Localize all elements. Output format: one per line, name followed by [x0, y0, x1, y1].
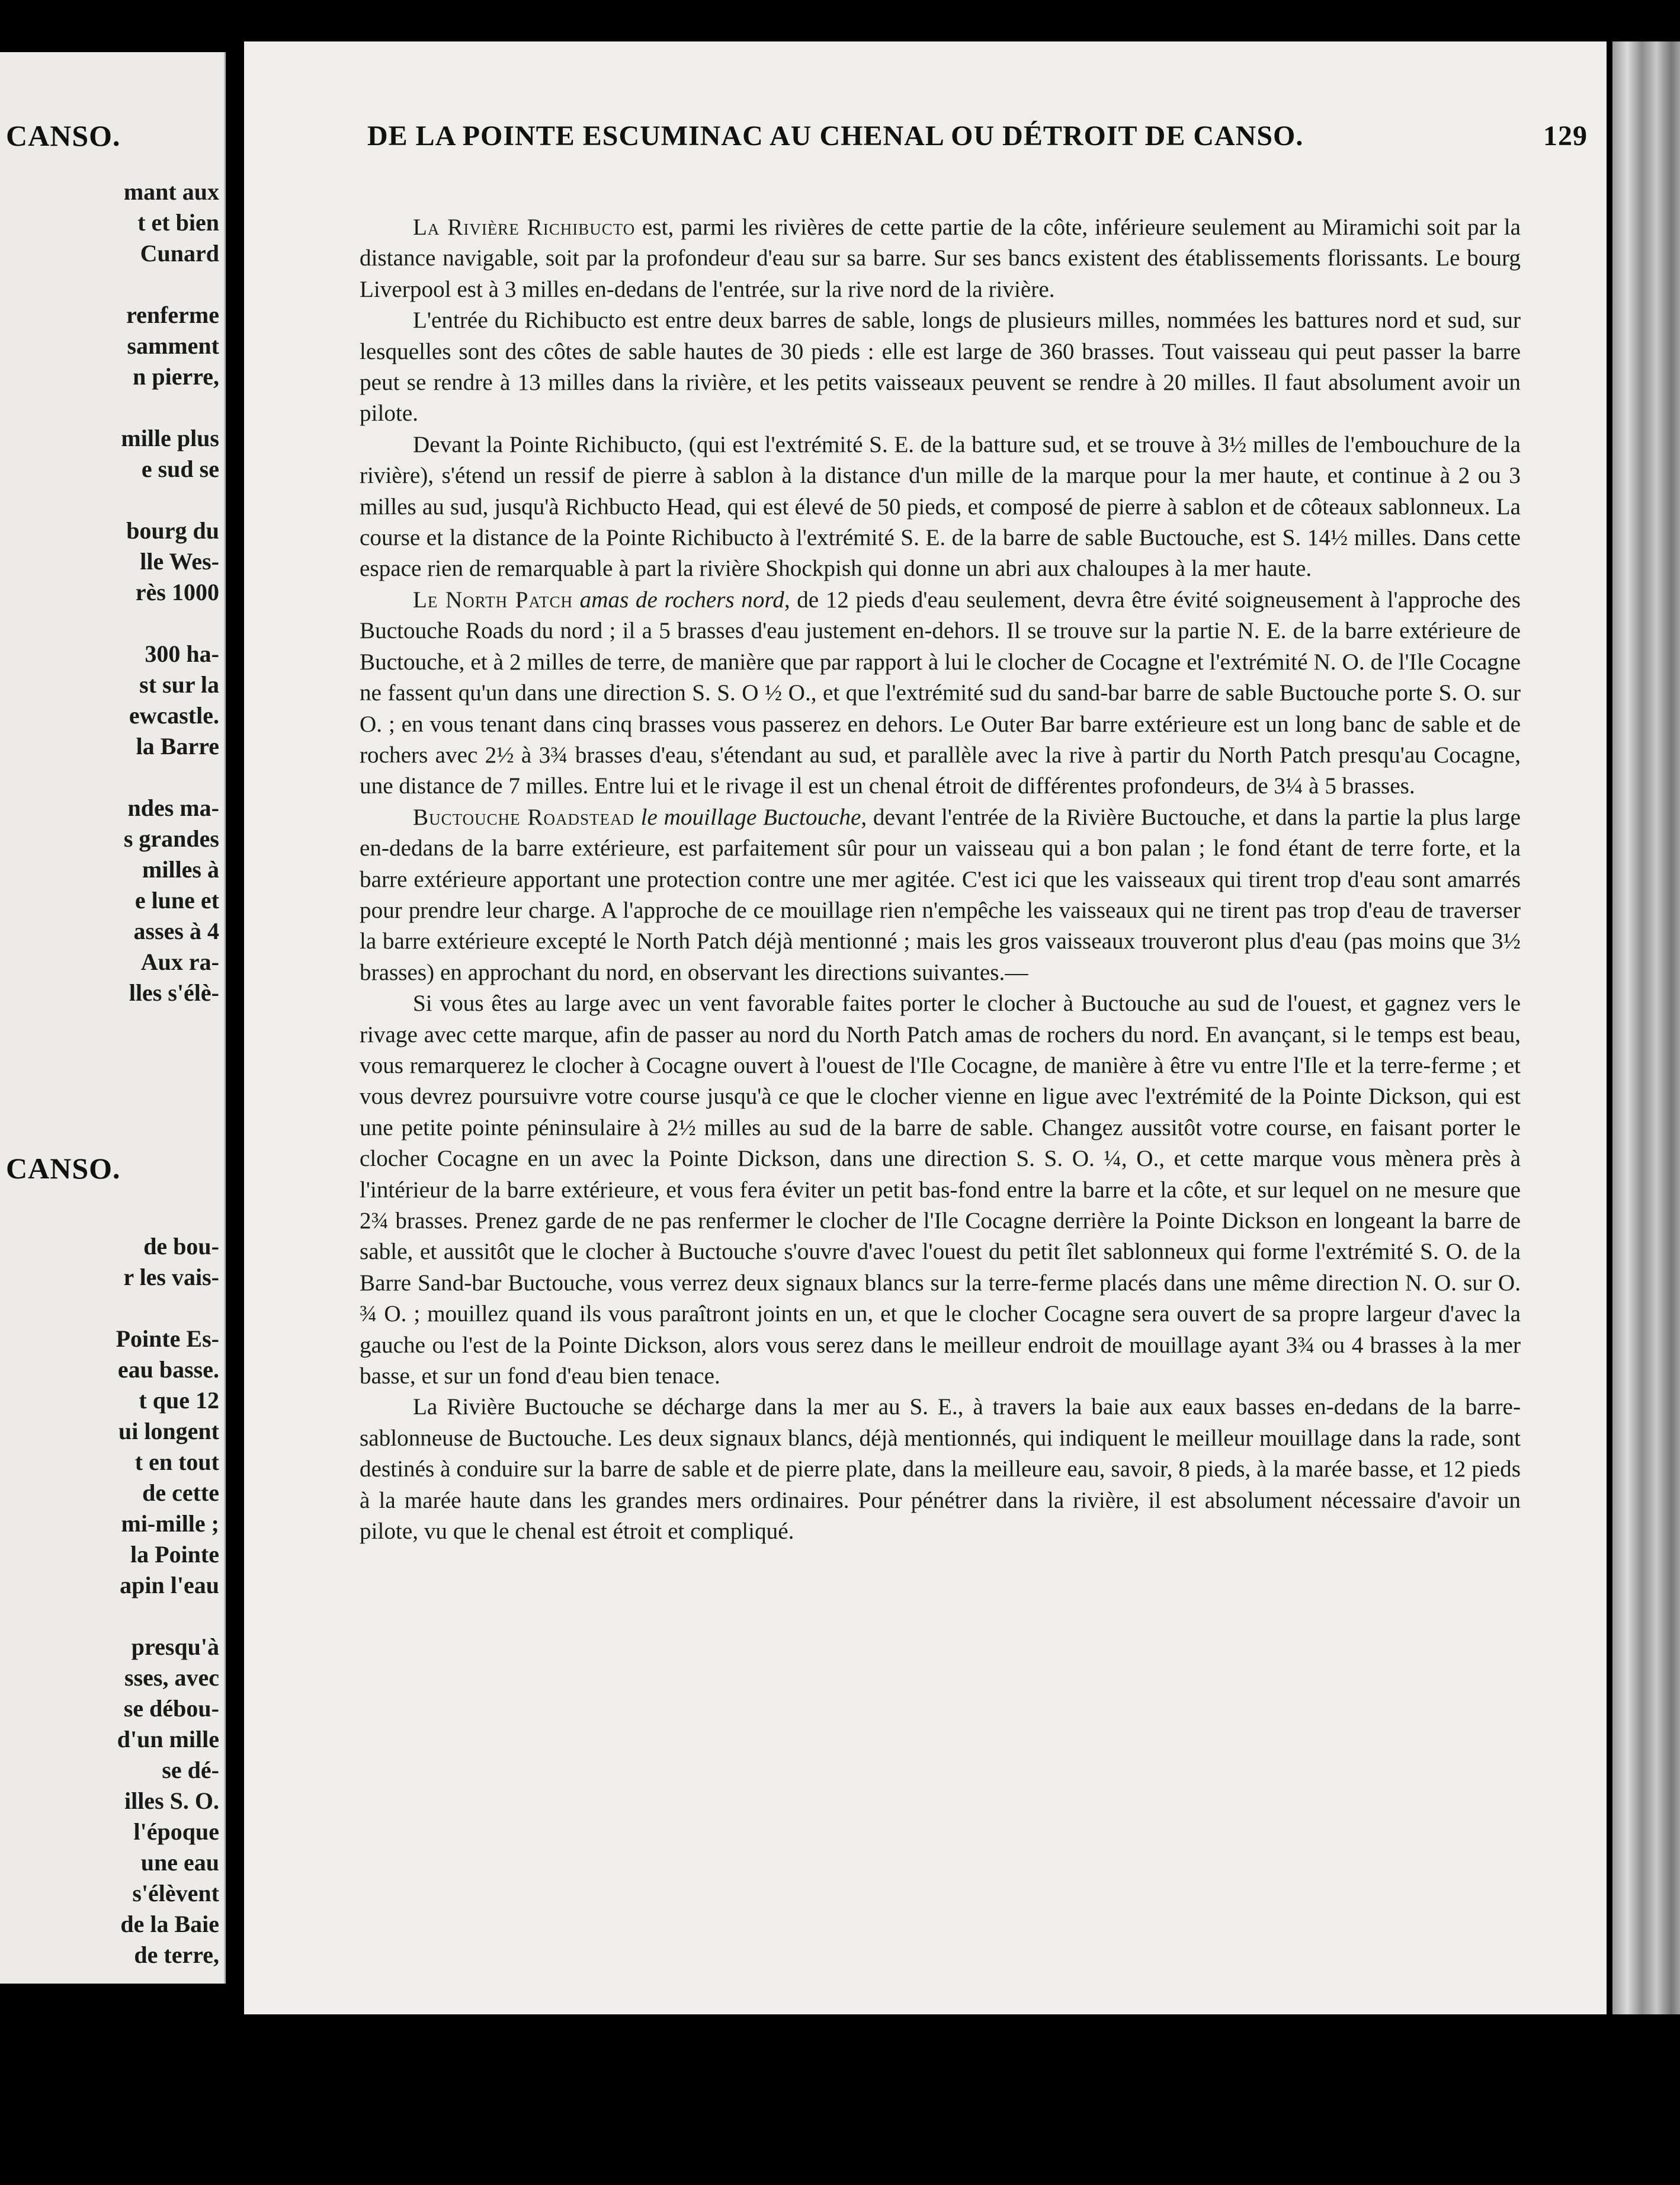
previous-page-line: illes S. O. [124, 1787, 219, 1814]
paragraph [360, 802, 1521, 988]
previous-page-line: lle Wes- [140, 548, 219, 575]
previous-page-line [0, 269, 219, 300]
previous-page-line [0, 608, 219, 639]
paragraph [360, 305, 1521, 430]
previous-page [0, 52, 226, 1984]
paragraph [360, 585, 1521, 802]
previous-page-line: une eau [140, 1849, 219, 1876]
previous-page-line: bourg du [126, 517, 219, 544]
previous-page-line: ewcastle. [129, 702, 219, 729]
previous-page-line: renferme [126, 302, 219, 328]
previous-page-line: l'époque [133, 1818, 219, 1845]
previous-page-line: de terre, [134, 1941, 219, 1968]
previous-page-text-bottom [0, 1231, 219, 1971]
previous-page-line: asses à 4 [133, 918, 219, 944]
previous-page-line: ui longent [118, 1418, 219, 1444]
paragraph-text: L'entrée du Richibucto est entre deux barres de sable, longs de plusieurs milles, nommées les battures nord et sud, sur lesquelles sont des côtes de sable hautes de 30 pieds : elle est large de 360 brasses. Tout vaisseau qui peut passer la barre peut se rendre à 13 milles dans la rivière, et les petits vaisseaux peuvent se rendre à 20 milles. Il faut absolument avoir un pilote. [360, 307, 1521, 427]
page-edge [1612, 41, 1680, 2014]
previous-page-line: mi-mille ; [121, 1510, 219, 1537]
previous-page-line: e sud se [141, 456, 219, 482]
previous-page-line: s'élèvent [132, 1880, 219, 1907]
previous-page-line: mille plus [121, 425, 219, 451]
previous-page-line: n pierre, [133, 363, 219, 390]
paragraph-text: , de 12 pieds d'eau seulement, devra être évité soigneusement à l'approche des Buctouche Roads du nord ; il a 5 brasses d'eau justement en-dehors. Il se trouve sur la partie N. E. de la barre extérieure de Buctouche, et à 2 milles de terre, de manière que par rapport à lui le clocher de Cocagne et l'extrémité N. O. de l'Ile Cocagne ne fassent qu'un dans une direction S. S. O ½ O., et que l'extrémité sud du sand-bar barre de sable Buctouche porte S. O. sur O. ; en vous tenant dans cinq brasses vous passerez en dehors. Le Outer Bar barre extérieure est un long banc de sable et de rochers avec 2½ à 3¾ brasses d'eau, s'étendant au sud, et parallèle avec la rive à partir du North Patch presqu'au Cocagne, une distance de 7 milles. Entre lui et le rivage il est un chenal étroit de différentes profondeurs, de 3¼ à 5 brasses. [360, 587, 1521, 799]
previous-page-line: mant aux [123, 178, 219, 205]
previous-page-line: sses, avec [124, 1664, 219, 1691]
paragraph-italic-gloss: le mouillage Buctouche [640, 804, 861, 830]
previous-page-line: de bou- [143, 1233, 219, 1260]
previous-page-line: samment [127, 332, 219, 359]
paragraph [360, 212, 1521, 305]
paragraph-lead: Buctouche Roadstead [413, 804, 634, 830]
previous-page-line: t et bien [137, 209, 219, 236]
previous-page-line [0, 1293, 219, 1324]
paragraph-italic-gloss: amas de rochers nord [579, 587, 784, 613]
previous-page-line: 300 ha- [145, 640, 219, 667]
previous-page-header: CANSO. [6, 119, 121, 152]
previous-page-line: eau basse. [117, 1356, 219, 1383]
previous-page-line: presqu'à [131, 1633, 219, 1660]
previous-page-line: Pointe Es- [116, 1325, 219, 1352]
running-head-title: DE LA POINTE ESCUMINAC AU CHENAL OU DÉTROIT DE CANSO. [367, 120, 1304, 152]
previous-page-line: st sur la [139, 671, 219, 698]
previous-page-line: la Pointe [130, 1541, 219, 1568]
previous-page-line: e lune et [134, 887, 219, 914]
paragraph-lead: La Rivière Richibucto [413, 214, 636, 240]
previous-page-line: t que 12 [139, 1387, 219, 1414]
previous-page-line [0, 1601, 219, 1632]
previous-page-line: apin l'eau [120, 1572, 219, 1598]
paragraph-text: La Rivière Buctouche se décharge dans la mer au S. E., à travers la baie aux eaux basses en-dedans de la barre-sablonneuse de Buctouche. Les deux signaux blancs, déjà mentionnés, qui indiquent le meilleur mouillage dans la rade, sont destinés à conduire sur la barre de sable et de pierre plate, dans la meilleure eau, savoir, 8 pieds, à la marée basse, et 12 pieds à la marée haute dans les grandes mers ordinaires. Pour pénétrer dans la rivière, il est absolument nécessaire d'avoir un pilote, vu que le chenal est étroit et compliqué. [360, 1394, 1521, 1545]
previous-page-line: Aux ra- [140, 949, 219, 975]
page-gutter [226, 41, 243, 2014]
previous-page-line [0, 485, 219, 515]
previous-page-line: de cette [142, 1479, 219, 1506]
paragraph-text: , devant l'entrée de la Rivière Buctouche, et dans la partie la plus large en-dedans de la barre extérieure, est parfaitement sûr pour un vaisseau qui a bon palan ; le fond étant de terre forte, et la barre extérieure apportant une protection contre une mer agitée. C'est ici que les vaisseaux qui tirent trop d'eau sont amarrés pour prendre leur charge. A l'approche de ce mouillage rien n'empêche les vaisseaux qui ne tirent pas trop d'eau de traverser la barre extérieure excepté le North Patch déjà mentionné ; mais les gros vaisseaux trouveront plus d'eau (pas moins que 3½ brasses) en approchant du nord, en observant les directions suivantes.— [360, 804, 1521, 985]
previous-page-line: t en tout [134, 1449, 219, 1475]
previous-page-line [0, 762, 219, 793]
previous-page-line: d'un mille [117, 1726, 219, 1753]
previous-page-line: rès 1000 [135, 579, 219, 605]
paragraph-text: Devant la Pointe Richibucto, (qui est l'extrémité S. E. de la batture sud, et se trouve à 3½ milles de l'embouchure de la rivière), s'étend un ressif de pierre à sablon à la distance d'un mille de la marque pour la mer haute, et continue à 2 ou 3 milles au sud, jusqu'à Richbucto Head, qui est élevé de 50 pieds, et composé de pierre à sablon et de côteaux sablonneux. La course et la distance de la Pointe Richibucto à l'extrémité S. E. de la barre de sable Buctouche, est S. 14½ milles. Dans cette espace rien de remarquable à part la rivière Shockpish qui donne un abri aux chaloupes à la mer haute. [360, 431, 1521, 582]
running-head [367, 120, 1588, 152]
previous-page-line: la Barre [136, 733, 219, 760]
paragraph-lead: Le North Patch [413, 587, 573, 613]
previous-page-line: s grandes [123, 825, 219, 852]
previous-page-line: se débou- [123, 1695, 219, 1722]
paragraph [360, 430, 1521, 585]
previous-page-line: ndes ma- [127, 794, 219, 821]
previous-page-line: Cunard [140, 240, 219, 267]
paragraph [360, 988, 1521, 1392]
previous-page-header-bottom: CANSO. [6, 1152, 121, 1185]
paragraph-text: est, parmi les rivières de cette partie de la côte, inférieure seulement au Miramichi soit par la distance navigable, soit par la profondeur d'eau sur sa barre. Sur ses bancs existent des établissements florissants. Le bourg Liverpool est à 3 milles en-dedans de l'entrée, sur la rive nord de la rivière. [360, 214, 1521, 302]
previous-page-line: milles à [142, 856, 219, 883]
body-text [360, 212, 1521, 1547]
paragraph [360, 1392, 1521, 1547]
previous-page-line: se dé- [162, 1757, 219, 1783]
page-number: 129 [1543, 120, 1588, 152]
previous-page-line: de la Baie [120, 1911, 219, 1937]
book-page [244, 41, 1607, 2014]
paragraph-text: Si vous êtes au large avec un vent favorable faites porter le clocher à Buctouche au sud de l'ouest, et gagnez vers le rivage avec cette marque, afin de passer au nord du North Patch amas de rochers du nord. En avançant, si le temps est beau, vous remarquerez le clocher à Cocagne ouvert à l'ouest de l'Ile Cocagne, de manière à être vu entre l'Ile et la terre-ferme ; et vous devrez poursuivre votre course jusqu'à ce que le clocher vienne en ligue avec l'extrémité de la Pointe Dickson, qui est une petite pointe péninsulaire à 2½ milles au sud de la barre de sable. Changez aussitôt votre course, en faisant porter le clocher Cocagne en un avec la Pointe Dickson, dans une direction S. S. O. ¼, O., et cette marque vous mènera près à l'intérieur de la barre extérieure, et vous fera éviter un petit bas-fond entre la barre et la côte, et sur lequel on ne mesure que 2¾ brasses. Prenez garde de ne pas renfermer le clocher de l'Ile Cocagne derrière la Pointe Dickson en longeant la barre de sable, et aussitôt que le clocher à Buctouche s'ouvre d'avec l'ouest du petit îlet sablonneux qui forme l'extrémité S. O. de la Barre Sand-bar Buctouche, vous verrez deux signaux blancs sur la terre-ferme placés dans une même direction N. O. sur O. ¾ O. ; mouillez quand ils vous paraîtront joints en un, et que le clocher Cocagne sera ouvert de sa propre largeur d'avec la gauche ou l'est de la Pointe Dickson, alors vous serez dans le meilleur endroit de mouillage ayant 3¾ ou 4 brasses à la mer basse, et sur un fond d'eau bien tenace. [360, 991, 1521, 1389]
previous-page-line [0, 392, 219, 423]
previous-page-text-top [0, 177, 219, 1008]
previous-page-line: r les vais- [123, 1264, 219, 1290]
previous-page-line: lles s'élè- [129, 979, 219, 1006]
